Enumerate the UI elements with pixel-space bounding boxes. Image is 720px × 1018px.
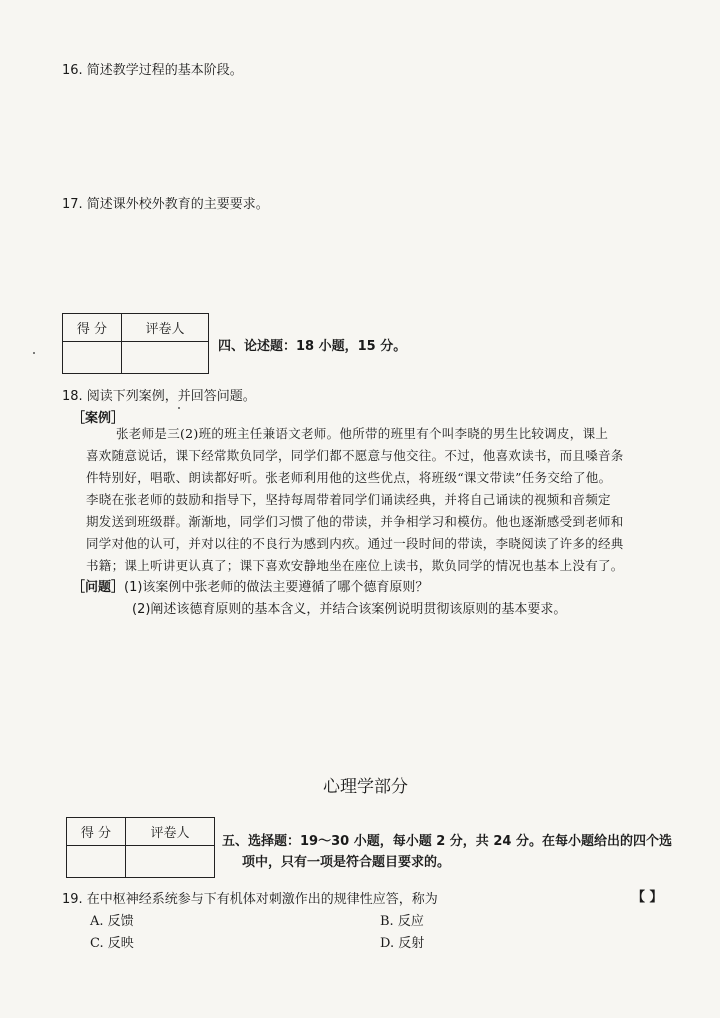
case-line: 喜欢随意说话，课下经常欺负同学，同学们都不愿意与他交往。不过，他喜欢读书，而且嗓音条 [86, 448, 624, 463]
question-16: 16. 简述教学过程的基本阶段。 [62, 63, 243, 78]
scan-speck [178, 407, 180, 409]
psychology-section-title: 心理学部分 [323, 777, 408, 797]
case-line: 件特别好，唱歌、朗读都好听。张老师利用他的这些优点，将班级“课文带读”任务交给了他。 [86, 470, 612, 485]
question-18-title: 18. 阅读下列案例，并回答问题。 [62, 389, 256, 404]
question-row-1 [72, 576, 428, 595]
case-line: 期发送到班级群。渐渐地，同学们习惯了他的带读，并争相学习和模仿。他也逐渐感受到老师和 [86, 514, 624, 529]
scan-speck [33, 352, 35, 354]
sub-question-1: (1)该案例中张老师的做法主要遵循了哪个德育原则？ [124, 580, 429, 595]
option-a[interactable]: A. 反馈 [90, 914, 134, 929]
grader-cell[interactable] [126, 846, 215, 878]
score-header: 得 分 [63, 314, 122, 342]
option-d[interactable]: D. 反射 [380, 936, 425, 951]
question-19-stem: 19. 在中枢神经系统参与下有机体对刺激作出的规律性应答，称为 [62, 892, 438, 907]
section-4-heading: 四、论述题：18 小题，15 分。 [218, 339, 407, 354]
score-header: 得 分 [67, 818, 126, 846]
option-b[interactable]: B. 反应 [380, 914, 424, 929]
grader-header: 评卷人 [126, 818, 215, 846]
question-label: ［问题］ [72, 580, 125, 595]
section-5-heading-line-2: 项中，只有一项是符合题目要求的。 [242, 855, 451, 870]
grader-header: 评卷人 [122, 314, 209, 342]
option-c[interactable]: C. 反映 [90, 936, 134, 951]
case-line: 张老师是三(2)班的班主任兼语文老师。他所带的班里有个叫李晓的男生比较调皮，课上 [116, 426, 609, 441]
case-label: ［案例］ [72, 411, 125, 426]
grader-cell[interactable] [122, 342, 209, 374]
sub-question-2: (2)阐述该德育原则的基本含义，并结合该案例说明贯彻该原则的基本要求。 [132, 602, 567, 617]
case-line: 书籍；课上听讲更认真了；课下喜欢安静地坐在座位上读书，欺负同学的情况也基本上没有了。 [86, 558, 624, 573]
answer-bracket[interactable]: 【 】 [632, 890, 663, 905]
section-5-heading-line-1: 五、选择题：19～30 小题，每小题 2 分，共 24 分。在每小题给出的四个选 [222, 834, 672, 849]
score-cell[interactable] [67, 846, 126, 878]
score-table [62, 313, 209, 374]
score-cell[interactable] [63, 342, 122, 374]
case-line: 同学对他的认可，并对以往的不良行为感到内疚。通过一段时间的带读，李晓阅读了许多的经典 [86, 536, 624, 551]
case-line: 李晓在张老师的鼓励和指导下，坚持每周带着同学们诵读经典，并将自己诵读的视频和音频定 [86, 492, 611, 507]
score-table [66, 817, 215, 878]
question-17: 17. 简述课外校外教育的主要要求。 [62, 197, 269, 212]
